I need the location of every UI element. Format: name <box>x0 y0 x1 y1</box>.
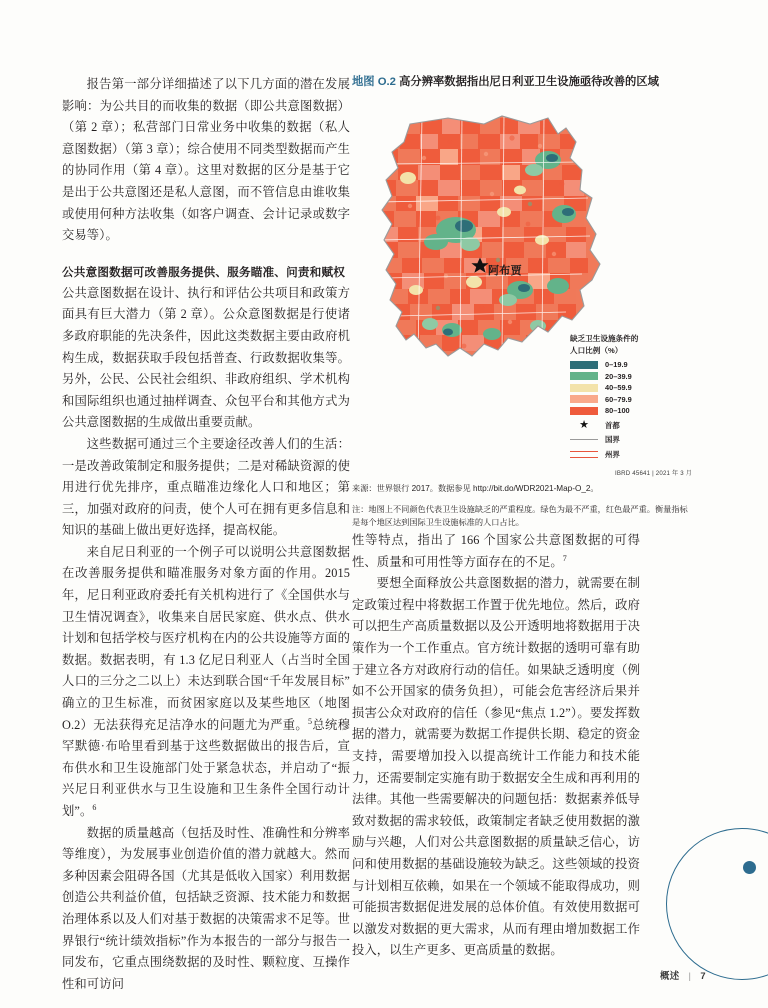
legend-label-0-19: 0–19.9 <box>605 360 628 370</box>
capital-label: 阿布贾 <box>488 265 522 277</box>
legend-row <box>570 393 692 405</box>
legend-swatch-80-100 <box>570 407 598 415</box>
legend-row-national-border <box>570 434 692 446</box>
legend-star-icon: ★ <box>579 418 589 431</box>
legend-title-line-1: 缺乏卫生设施条件的 <box>570 334 639 343</box>
legend-row <box>570 405 692 417</box>
legend-title-line-2: 人口比例（%） <box>570 346 623 356</box>
legend-national-border-line <box>570 439 598 440</box>
map-legend <box>570 334 692 460</box>
paragraph-three-pathways: 这些数据可通过三个主要途径改善人们的生活：一是改善政策制定和服务提供；二是对稀缺资源的使用进行优先排序，重点瞄准边缘化人口和地区；第三，加强对政府的问责，使个人可在拥有更多信息和知识的基础上做出更好选择，提高权能。 <box>62 436 350 538</box>
page-footer <box>660 968 706 982</box>
map-figure <box>352 74 692 530</box>
legend-label-60-79: 60–79.9 <box>605 394 632 404</box>
legend-swatch-20-39 <box>570 372 598 380</box>
legend-label-40-59: 40–59.9 <box>605 383 632 393</box>
footnote-ref-6: 6 <box>92 802 97 812</box>
legend-row-capital <box>570 419 692 431</box>
figure-number: O.2 <box>377 76 396 88</box>
legend-swatch-0-19 <box>570 361 598 369</box>
legend-label-national-border: 国界 <box>605 435 620 445</box>
section-heading-public-intent: 公共意图数据可改善服务提供、服务瞄准、问责和赋权 <box>62 265 346 279</box>
paragraph-unlocking-potential: 要想全面释放公共意图数据的潜力，就需要在制定政策过程中将数据工作置于优先地位。然后，政府可以把生产高质量数据以及公开透明地将数据用于决策作为一个工作重点。官方统计数据的透明可靠有助于建立各方对政府行动的信任。如果缺乏透明度（例如不公开国家的债务负担），可能会危害经济后果并损害公众对政府的信任（参见“焦点 1.2”）。要发挥数据的潜力，就需要为数据工作提供长期、稳定的资金支持，需要增加投入以提高统计工作能力和技术能力，还需要制定实施有助于数据安全生成和再利用的法律。其他一些需要解决的问题包括：数据素养低导致对数据的需求较低，政策制定者缺乏使用数据的激励与兴趣，人们对公共意图数据的质量缺乏信心，访问和使用数据的基础设施较为缺乏。这些领域的投资与计划相互依赖，如果在一个领域不能取得成功，则可能损害数据促进发展的总体价值。有效使用数据可以激发对数据的更大需求，从而有理由增加数据工作投入，以生产更多、更高质量的数据。 <box>352 576 640 958</box>
nigeria-example-text-a: 来自尼日利亚的一个例子可以说明公共意图数据在改善服务提供和瞄准服务对象方面的作用。2015 年，尼日利亚政府委托有关机构进行了《全国供水与卫生情况调查》，收集来自居民家庭、供水点、供水计划和包括学校与医疗机构在内的公共设施等方面的数据。数据表明，有 1.3 亿尼日利亚人（占当时全国人口的三分之二以上）未达到联合国“千年发展目标”确立的卫生标准，而贫困家庭以及某些地区（地图 O.2）无法获得充足洁净水的问题尤为严重。 <box>62 544 350 732</box>
paragraph-public-intent-potential: 公共意图数据在设计、执行和评估公共项目和政策方面具有巨大潜力（第 2 章）。公众意图数据是行使诸多政府职能的先决条件，因此这类数据主要由政府机构生成，数据获取手段包括普查、行政数据收集等。另外，公民、公民社会组织、非政府组织、学术机构和国际组织也通过抽样调查、众包平台和其他方式为公共意图数据的生成做出重要贡献。 <box>62 285 350 430</box>
legend-label-state-border: 州界 <box>605 449 620 459</box>
figure-note <box>352 503 692 530</box>
legend-state-border-line <box>570 451 598 458</box>
nigeria-example-text-b: 总统穆罕默德·布哈里看到基于这些数据做出的报告后，宣布供水和卫生设施部门处于紧急状态，并启动了“振兴尼日利亚供水与卫生设施和卫生条件全国行动计划”。 <box>62 717 350 818</box>
left-text-column <box>62 74 350 995</box>
paragraph-data-quality: 数据的质量越高（包括及时性、准确性和分辨率等维度），为发展事业创造价值的潜力就越大。然而多种因素会阻碍各国（尤其是低收入国家）利用数据创造公共利益价值，包括缺乏资源、技术能力和数据治理体系以及人们对基于数据的决策需求不足等。世界银行“统计绩效指标”作为本报告的一部分与报告一同发布，它重点围绕数据的及时性、颗粒度、互操作性和可访问 <box>62 825 350 991</box>
legend-label-20-39: 20–39.9 <box>605 371 632 381</box>
right-text-column <box>352 530 640 962</box>
figure-source-text: 来源：世界银行 2017。数据参见 http://bit.do/WDR2021-Map-O_2。 <box>352 484 599 493</box>
legend-row <box>570 359 692 371</box>
footnote-ref-7: 7 <box>562 553 567 563</box>
map-container <box>352 94 692 477</box>
paragraph-statistical-performance <box>352 530 640 573</box>
spi-text: 性等特点，指出了 166 个国家公共意图数据的可得性、质量和可用性等方面存在的不足。 <box>352 533 640 569</box>
decorative-dot <box>743 861 756 874</box>
legend-label-80-100: 80–100 <box>605 406 630 416</box>
figure-source <box>352 482 692 496</box>
decorative-arc <box>666 828 768 980</box>
legend-label-capital: 首都 <box>605 420 620 430</box>
legend-row <box>570 382 692 394</box>
paragraph-intro: 报告第一部分详细描述了以下几方面的潜在发展影响：为公共目的而收集的数据（即公共意图数据）（第 2 章）；私营部门日常业务中收集的数据（私人意图数据）（第 3 章）；综合使用不同类型数据而产生的协同作用（第 4 章）。这里对数据的区分是基于它是出于公共意图还是私人意图，而不管信息由谁收集或使用何种方法收集（如客户调查、会计记录或数字交易等）。 <box>62 77 350 243</box>
paragraph-nigeria-example <box>62 542 350 823</box>
footer-section-label: 概述 <box>659 970 680 981</box>
legend-swatch-60-79 <box>570 395 598 403</box>
footer-page-number: 7 <box>700 969 706 981</box>
ibrd-map-id: IBRD 45641 | 2021 年 3 月 <box>615 470 692 477</box>
figure-label: 地图 <box>352 76 375 88</box>
footer-separator: | <box>688 969 692 981</box>
legend-swatch-40-59 <box>570 384 598 392</box>
legend-row-state-border <box>570 448 692 460</box>
legend-row <box>570 370 692 382</box>
figure-title-text: 高分辨率数据指出尼日利亚卫生设施亟待改善的区域 <box>399 76 659 88</box>
figure-title <box>352 74 692 90</box>
figure-note-text: 注：地图上不同颜色代表卫生设施缺乏的严重程度。绿色为最不严重，红色最严重。衡量指标是每个地区达到国际卫生设施标准的人口占比。 <box>352 504 688 527</box>
footnote-ref-5: 5 <box>307 716 313 726</box>
